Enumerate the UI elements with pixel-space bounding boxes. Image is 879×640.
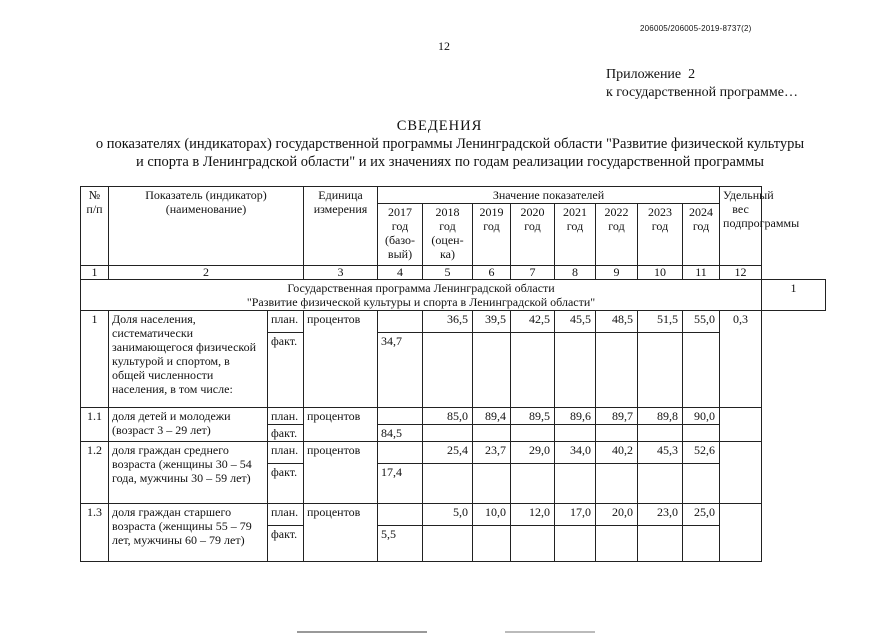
header-2022: 2022 год <box>596 204 638 266</box>
col-number: 9 <box>596 266 638 280</box>
row-unit: процентов <box>304 442 378 504</box>
value-2022: 48,5 <box>596 311 638 333</box>
program-name <box>81 280 762 311</box>
value-2021: 34,0 <box>555 442 596 464</box>
value-2024: 52,6 <box>683 442 720 464</box>
plan-label: план. <box>268 504 304 526</box>
col-number: 4 <box>378 266 423 280</box>
col-number: 5 <box>423 266 473 280</box>
row-num: 1.1 <box>81 408 109 442</box>
row-indicator-name: доля граждан среднего возраста (женщины 30 – 54 года, мужчины 30 – 59 лет) <box>109 442 268 504</box>
row-weight <box>720 408 762 442</box>
value-2017 <box>378 442 423 464</box>
value-2019: 89,4 <box>473 408 511 425</box>
fact-2017: 17,4 <box>378 464 423 504</box>
value-2021: 89,6 <box>555 408 596 425</box>
row-num: 1.3 <box>81 504 109 562</box>
value-2021: 45,5 <box>555 311 596 333</box>
table-row <box>81 311 826 333</box>
fact-label: факт. <box>268 333 304 408</box>
document-subtitle <box>60 135 840 171</box>
plan-label: план. <box>268 408 304 425</box>
page-edge-mark <box>297 631 427 633</box>
value-2019: 10,0 <box>473 504 511 526</box>
fact-label: факт. <box>268 526 304 562</box>
header-row-1 <box>81 187 826 204</box>
appendix-line-1: Приложение 2 <box>606 67 696 82</box>
col-number: 11 <box>683 266 720 280</box>
col-number: 3 <box>304 266 378 280</box>
row-weight <box>720 504 762 562</box>
col-number: 10 <box>638 266 683 280</box>
program-weight: 1 <box>762 280 826 311</box>
header-2024: 2024 год <box>683 204 720 266</box>
table-row <box>81 408 826 425</box>
value-2018: 25,4 <box>423 442 473 464</box>
col-number: 2 <box>109 266 304 280</box>
page-edge-mark <box>505 631 595 633</box>
fact-label: факт. <box>268 425 304 442</box>
value-2020: 12,0 <box>511 504 555 526</box>
plan-label: план. <box>268 442 304 464</box>
value-2022: 20,0 <box>596 504 638 526</box>
value-2017 <box>378 504 423 526</box>
header-2017: 2017 год (базо-вый) <box>378 204 423 266</box>
fact-2017: 34,7 <box>378 333 423 408</box>
program-line-1: Государственная программа Ленинградской области <box>287 281 555 295</box>
header-indicator: Показатель (индикатор) (наименование) <box>109 187 304 266</box>
table-row <box>81 442 826 464</box>
header-weight: Удельный вес подпрограммы <box>720 187 762 266</box>
col-number: 1 <box>81 266 109 280</box>
value-2022: 89,7 <box>596 408 638 425</box>
fact-2017: 84,5 <box>378 425 423 442</box>
row-num: 1 <box>81 311 109 408</box>
program-line-2: "Развитие физической культуры и спорта в Ленинградской области" <box>246 295 596 309</box>
row-weight: 0,3 <box>720 311 762 408</box>
header-unit: Единица измерения <box>304 187 378 266</box>
row-indicator-name: доля детей и молодежи (возраст 3 – 29 лет) <box>109 408 268 442</box>
indicators-table <box>80 186 826 562</box>
row-unit: процентов <box>304 311 378 408</box>
value-2023: 89,8 <box>638 408 683 425</box>
header-2018: 2018 год (оцен-ка) <box>423 204 473 266</box>
header-2020: 2020 год <box>511 204 555 266</box>
row-indicator-name: Доля населения, систематически занимающегося физической культурой и спортом, в общей численности населения, в том числе: <box>109 311 268 408</box>
subtitle-line-2: и спорта в Ленинградской области" и их значениях по годам реализации государственной программы <box>135 154 765 170</box>
row-num: 1.2 <box>81 442 109 504</box>
row-indicator-name: доля граждан старшего возраста (женщины 55 – 79 лет, мужчины 60 – 79 лет) <box>109 504 268 562</box>
plan-label: план. <box>268 311 304 333</box>
column-numbers-row <box>81 266 826 280</box>
header-num: № п/п <box>81 187 109 266</box>
fact-2017: 5,5 <box>378 526 423 562</box>
table-row <box>81 504 826 526</box>
document-title: СВЕДЕНИЯ <box>396 118 483 134</box>
subtitle-line-1: о показателях (индикаторах) государственной программы Ленинградской области "Развитие физической культуры <box>95 136 805 152</box>
value-2017 <box>378 408 423 425</box>
value-2024: 25,0 <box>683 504 720 526</box>
value-2020: 29,0 <box>511 442 555 464</box>
value-2024: 55,0 <box>683 311 720 333</box>
row-unit: процентов <box>304 408 378 442</box>
col-number: 6 <box>473 266 511 280</box>
document-id: 206005/206005-2019-8737(2) <box>640 24 752 33</box>
value-2019: 39,5 <box>473 311 511 333</box>
fact-label: факт. <box>268 464 304 504</box>
program-row <box>81 280 826 311</box>
value-2018: 5,0 <box>423 504 473 526</box>
value-2023: 23,0 <box>638 504 683 526</box>
value-2022: 40,2 <box>596 442 638 464</box>
col-number: 7 <box>511 266 555 280</box>
value-2024: 90,0 <box>683 408 720 425</box>
value-2017 <box>378 311 423 333</box>
header-2021: 2021 год <box>555 204 596 266</box>
value-2018: 85,0 <box>423 408 473 425</box>
col-number: 8 <box>555 266 596 280</box>
value-2020: 42,5 <box>511 311 555 333</box>
value-2023: 45,3 <box>638 442 683 464</box>
col-number: 12 <box>720 266 762 280</box>
value-2023: 51,5 <box>638 311 683 333</box>
appendix-line-2: к государственной программе… <box>606 85 798 100</box>
value-2021: 17,0 <box>555 504 596 526</box>
value-2019: 23,7 <box>473 442 511 464</box>
page-number: 12 <box>438 39 450 53</box>
row-weight <box>720 442 762 504</box>
value-2018: 36,5 <box>423 311 473 333</box>
header-values: Значение показателей <box>378 187 720 204</box>
row-unit: процентов <box>304 504 378 562</box>
header-2019: 2019 год <box>473 204 511 266</box>
value-2020: 89,5 <box>511 408 555 425</box>
header-2023: 2023 год <box>638 204 683 266</box>
appendix-header <box>606 66 798 102</box>
